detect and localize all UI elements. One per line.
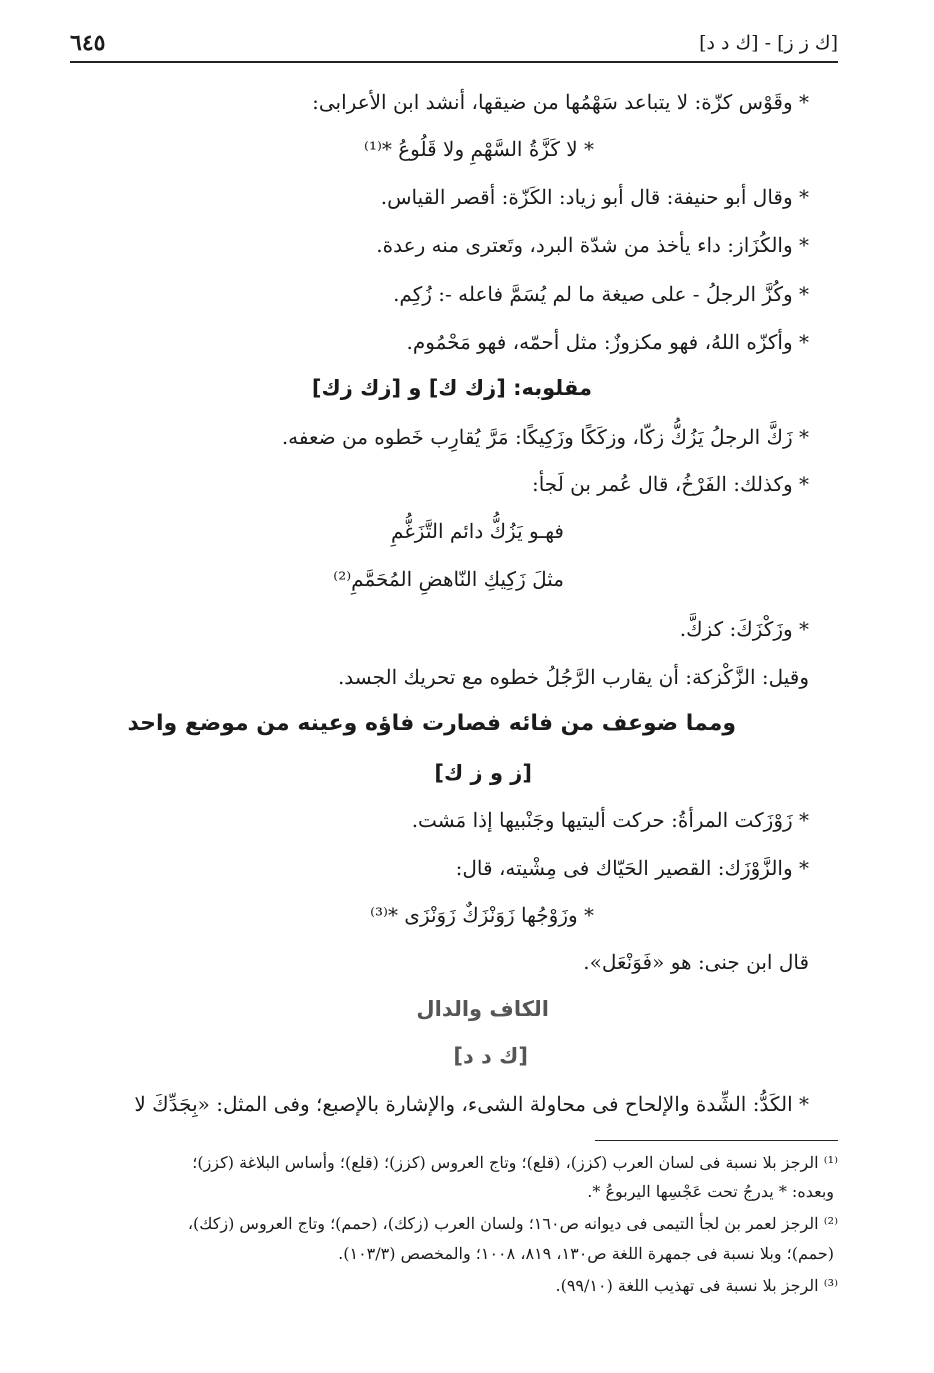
entry-line: * وزَكْزَكَ: كزكَّ. <box>679 617 809 641</box>
root-heading: [ك د د] <box>453 1044 528 1068</box>
entry-line: * وقال أبو حنيفة: قال أبو زياد: الكَزّة: أقصر القياس. <box>380 185 809 209</box>
entry-line: * وأكزّه اللهُ، فهو مكزوزٌ: مثل أحمّه، فهو مَحْمُوم. <box>406 330 809 354</box>
footnote-line: وبعده: * يدرجُ تحت عَجْسِها اليربوعُ *. <box>587 1182 834 1201</box>
entry-line: * زَكَّ الرجلُ يَزُكُّ زكّا، وزكَكًا وزَكِيكًا: مَرَّ يُقارِب خَطوه من ضعفه. <box>281 425 809 449</box>
verse-line: فهـو يَزُكُّ دائم التَّزَغُّمِ <box>391 519 564 543</box>
page-header <box>70 30 838 60</box>
entry-line: * الكَدُّ: الشِّدة والإلحاح فى محاولة الشىء، والإشارة بالإصبع؛ وفى المثل: «بِجَدِّكَ لا <box>134 1092 809 1116</box>
header-rule <box>70 61 838 63</box>
footnote-line: (حمم)؛ وبلا نسبة فى جمهرة اللغة ص١٣٠، ٨١٩، ١٠٠٨؛ والمخصص (١٠٣/٣). <box>338 1244 834 1263</box>
section-heading: ومما ضوعف من فائه فصارت فاؤه وعينه من موضع واحد <box>127 711 736 736</box>
chapter-heading: الكاف والدال <box>416 997 549 1021</box>
verse-line: * وزَوْجُها زَوَنْزَكٌ زَوَنْزَى *⁽³⁾ <box>370 903 594 927</box>
entry-line: * وكذلك: الفَرْخُ، قال عُمر بن لَجأ: <box>531 472 809 496</box>
entry-line: * والزَّوْزَك: القصير الحَيّاك فى مِشْيته، قال: <box>455 856 809 880</box>
entry-line: * وكُزَّ الرجلُ - على صيغة ما لم يُسَمَّ فاعله -: زُكِم. <box>393 282 809 306</box>
entry-line: * والكُزَاز: داء يأخذ من شدّة البرد، وتَعترى منه رعدة. <box>376 233 809 257</box>
root-label: [ك ز ز] - [ك د د] <box>699 32 838 54</box>
entry-line: * وقَوْس كزّة: لا يتباعد سَهْمُها من ضيقها، أنشد ابن الأعرابى: <box>312 90 809 114</box>
root-heading: [ز و ز ك] <box>434 761 532 785</box>
entry-line: * زَوْزَكت المرأةُ: حركت أليتيها وجَنْبيها إذا مَشت. <box>411 808 809 832</box>
page-number: ٦٤٥ <box>70 30 106 56</box>
verse-line: * لا كَزَّةُ السَّهْمِ ولا قَلُوعُ *⁽¹⁾ <box>364 137 594 161</box>
verse-line: مثلَ زَكِيكِ النّاهضِ المُحَمَّمِ⁽²⁾ <box>333 567 564 591</box>
section-heading: مقلوبه: [زك ك] و [زك زك] <box>311 376 592 400</box>
footnote-line: ⁽¹⁾ الرجز بلا نسبة فى لسان العرب (كزز)، (قلع)؛ وتاج العروس (كزز)؛ (قلع)؛ وأساس البلاغة (كزز)؛ <box>192 1153 838 1172</box>
entry-line: وقيل: الزَّكْزكة: أن يقارب الرَّجُلُ خطوه مع تحريك الجسد. <box>337 665 809 689</box>
entry-line: قال ابن جنى: هو «فَوَنْعَل». <box>583 950 809 974</box>
footnote-line: ⁽³⁾ الرجز بلا نسبة فى تهذيب اللغة (٩٩/١٠). <box>555 1276 838 1295</box>
footnote-rule <box>595 1140 838 1141</box>
footnote-line: ⁽²⁾ الرجز لعمر بن لجأ التيمى فى ديوانه ص١٦٠؛ ولسان العرب (زكك)، (حمم)؛ وتاج العروس (زكك)، <box>187 1214 838 1233</box>
